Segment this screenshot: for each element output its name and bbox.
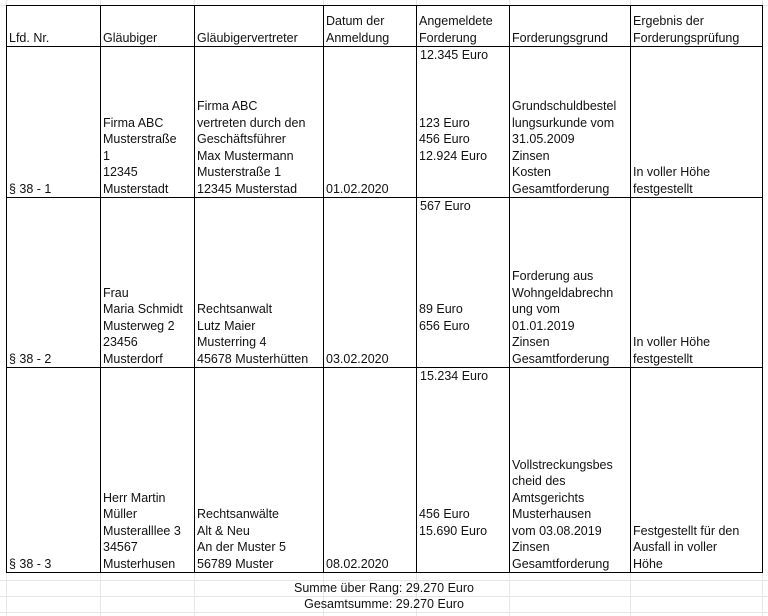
header-cell-datum[interactable]: Datum der Anmeldung xyxy=(324,6,417,47)
claim-amount-main: 567 Euro xyxy=(420,199,471,213)
cell-glaeubiger[interactable]: Herr Martin Müller Musteralllee 3 34567 Musterhusen xyxy=(101,368,195,573)
table-header-row xyxy=(7,6,763,47)
cell-grund[interactable]: Vollstreckungsbes cheid des Amtsgerichts Musterhausen vom 03.08.2019 Zinsen Gesamtforderung xyxy=(510,368,631,573)
cell-glaeubiger[interactable]: Frau Maria Schmidt Musterweg 2 23456 Musterdorf xyxy=(101,198,195,368)
table-row xyxy=(7,47,763,198)
header-cell-forderung[interactable]: Angemeldete Forderung xyxy=(417,6,510,47)
cell-ergebnis[interactable]: In voller Höhe festgestellt xyxy=(631,47,763,198)
cell-datum[interactable]: 08.02.2020 xyxy=(324,368,417,573)
cell-forderung[interactable] xyxy=(417,47,510,198)
cell-ergebnis[interactable]: Festgestellt für den Ausfall in voller Höhe xyxy=(631,368,763,573)
claim-amount-main: 12.345 Euro xyxy=(420,48,489,62)
table-row xyxy=(7,198,763,368)
claim-amount-breakdown: 123 Euro 456 Euro 12.924 Euro xyxy=(419,115,488,163)
cell-vertreter[interactable]: Rechtsanwälte Alt & Neu An der Muster 5 56789 Muster xyxy=(195,368,324,573)
claim-amount-main: 15.234 Euro xyxy=(420,369,489,383)
cell-vertreter[interactable]: Firma ABC vertreten durch den Geschäftsführer Max Mustermann Musterstraße 1 12345 Musterstad xyxy=(195,47,324,198)
grid-line xyxy=(0,612,768,613)
cell-datum[interactable]: 03.02.2020 xyxy=(324,198,417,368)
claim-amount-breakdown: 456 Euro 15.690 Euro xyxy=(419,507,488,538)
cell-glaeubiger[interactable]: Firma ABC Musterstraße 1 12345 Musterstadt xyxy=(101,47,195,198)
cell-lfd[interactable]: § 38 - 1 xyxy=(7,47,101,198)
header-cell-vertreter[interactable]: Gläubigervertreter xyxy=(195,6,324,47)
rank-sum-label[interactable]: Summe über Rang: 29.270 Euro xyxy=(294,581,474,595)
claims-table xyxy=(6,5,763,573)
table-row xyxy=(7,368,763,573)
cell-lfd[interactable]: § 38 - 2 xyxy=(7,198,101,368)
header-cell-grund[interactable]: Forderungsgrund xyxy=(510,6,631,47)
cell-ergebnis[interactable]: In voller Höhe festgestellt xyxy=(631,198,763,368)
cell-datum[interactable]: 01.02.2020 xyxy=(324,47,417,198)
cell-grund[interactable]: Grundschuldbestel lungsurkunde vom 31.05.2009 Zinsen Kosten Gesamtforderung xyxy=(510,47,631,198)
header-cell-glaeubiger[interactable]: Gläubiger xyxy=(101,6,195,47)
claim-amount-breakdown: 89 Euro 656 Euro xyxy=(419,302,470,333)
total-sum-label[interactable]: Gesamtsumme: 29.270 Euro xyxy=(304,597,464,611)
cell-lfd[interactable]: § 38 - 3 xyxy=(7,368,101,573)
cell-forderung[interactable] xyxy=(417,368,510,573)
cell-forderung[interactable] xyxy=(417,198,510,368)
cell-grund[interactable]: Forderung aus Wohngeldabrechn ung vom 01.01.2019 Zinsen Gesamtforderung xyxy=(510,198,631,368)
header-cell-ergebnis[interactable]: Ergebnis der Forderungsprüfung xyxy=(631,6,763,47)
header-cell-lfd[interactable]: Lfd. Nr. xyxy=(7,6,101,47)
cell-vertreter[interactable]: Rechtsanwalt Lutz Maier Musterring 4 45678 Musterhütten xyxy=(195,198,324,368)
